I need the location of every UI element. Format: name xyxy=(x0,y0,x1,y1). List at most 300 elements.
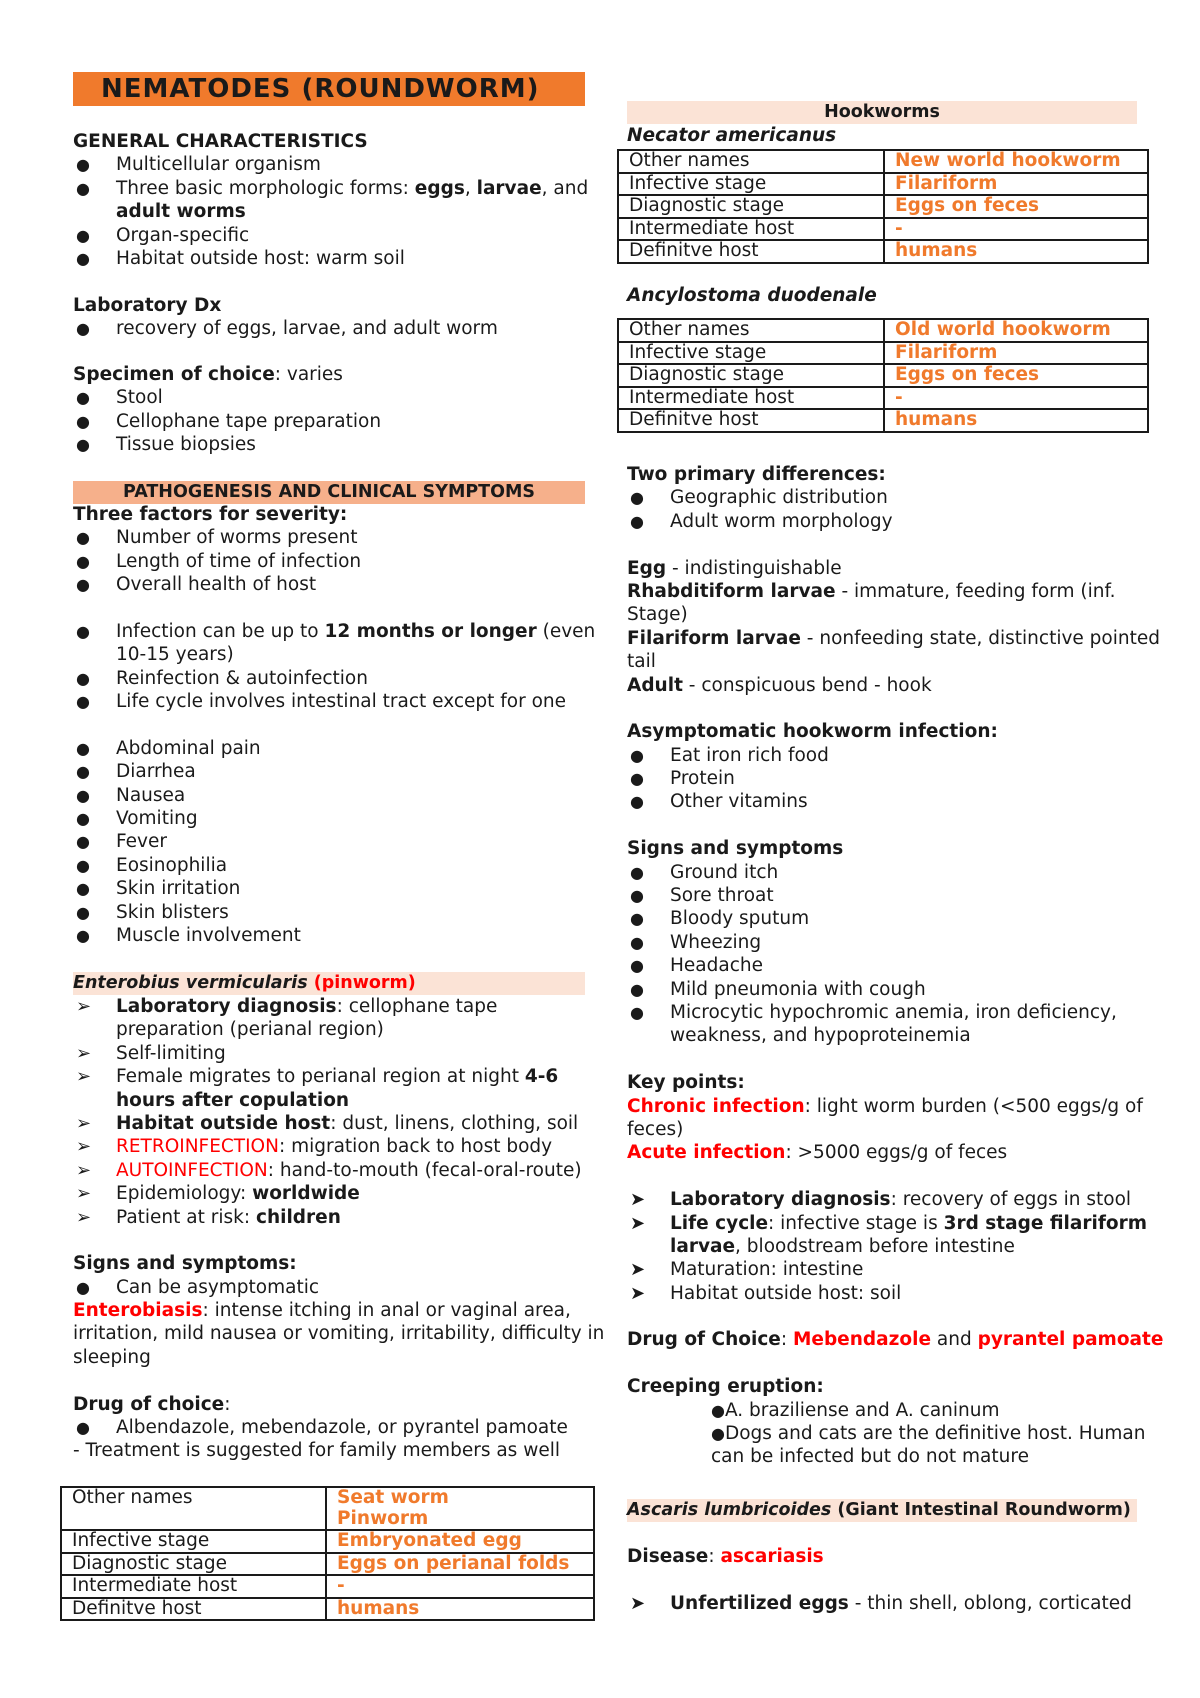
item-text: Mild pneumonia with cough xyxy=(670,978,926,1000)
paragraph-text: : intense itching in anal or vaginal area, xyxy=(202,1300,571,1322)
arrow-bullet-icon: ➢ xyxy=(76,996,92,1017)
item-text-red: RETROINFECTION xyxy=(116,1136,279,1158)
bullet-icon: ● xyxy=(76,155,90,175)
subheading: Three factors for severity: xyxy=(73,504,348,525)
species-name: Ascaris lumbricoides xyxy=(627,1500,832,1520)
item-text: Adult worm morphology xyxy=(670,510,893,532)
bullet-icon: ● xyxy=(76,178,90,198)
item-text: Maturation: intestine xyxy=(670,1259,864,1281)
item-text-bold: Unfertilized eggs xyxy=(670,1592,849,1614)
subheading: Key points: xyxy=(627,1072,745,1094)
table-row xyxy=(618,173,1148,196)
table-cell-value: - xyxy=(884,218,1148,241)
item-text: : recovery of eggs in stool xyxy=(890,1189,1132,1211)
item-text: Cellophane tape preparation xyxy=(116,410,382,432)
table-cell-label: Diagnostic stage xyxy=(618,364,884,387)
list-item xyxy=(73,924,593,947)
item-text: Habitat outside host: soil xyxy=(670,1282,902,1304)
section-heading: GENERAL CHARACTERISTICS xyxy=(73,131,368,152)
paragraph-text: - immature, feeding form (inf. xyxy=(835,580,1116,602)
item-continuation: 10-15 years) xyxy=(116,644,234,666)
item-text: Can be asymptomatic xyxy=(116,1276,320,1298)
item-continuation: can be infected but do not mature xyxy=(711,1446,1029,1468)
bullet-icon: ● xyxy=(630,932,644,952)
bullet-icon: ● xyxy=(76,435,90,455)
term-bold: Drug of Choice xyxy=(627,1329,781,1351)
item-text: Organ-specific xyxy=(116,224,250,246)
item-text-bold: larvae xyxy=(476,177,542,199)
table-cell-label: Diagnostic stage xyxy=(618,195,884,218)
item-text: , and xyxy=(541,177,589,199)
list-item xyxy=(73,760,593,783)
bullet-icon: ● xyxy=(76,902,90,922)
paragraph-text: and xyxy=(931,1329,978,1351)
paragraph-line xyxy=(627,674,1157,697)
table-cell-label: Other names xyxy=(61,1487,326,1530)
bullet-icon: ● xyxy=(630,956,644,976)
paragraph-text: : light worm burden (<500 eggs/g of xyxy=(804,1095,1143,1117)
symptom-list xyxy=(73,737,593,948)
list-item xyxy=(627,1258,1157,1281)
table-cell-label: Definitve host xyxy=(618,240,884,263)
table-cell-value: Filariform xyxy=(884,173,1148,196)
item-text: Vomiting xyxy=(116,808,198,830)
list-item xyxy=(73,573,593,596)
term-red: Acute infection xyxy=(627,1142,786,1164)
section-heading: Laboratory Dx xyxy=(73,295,222,316)
bullet-icon: ● xyxy=(76,926,90,946)
list-item xyxy=(627,1188,1157,1211)
item-text: (even xyxy=(536,620,596,642)
list-item xyxy=(73,690,593,713)
item-text: Microcytic hypochromic anemia, iron deficiency, xyxy=(670,1001,1117,1023)
table-row xyxy=(61,1553,594,1576)
bullet-icon: ● xyxy=(76,809,90,829)
list-item xyxy=(73,1206,593,1229)
disease-name-red: ascariasis xyxy=(720,1546,824,1567)
item-text: Fever xyxy=(116,831,167,853)
species-name: Ancylostoma duodenale xyxy=(627,285,877,306)
list-item xyxy=(73,177,593,200)
table-cell-value: Eggs on perianal folds xyxy=(326,1553,594,1576)
item-text: Wheezing xyxy=(670,931,762,953)
term-bold: Egg xyxy=(627,557,667,579)
item-continuation xyxy=(627,1235,1157,1258)
list-item xyxy=(627,510,1157,533)
table-row xyxy=(61,1598,594,1621)
paragraph-text: : >5000 eggs/g of feces xyxy=(785,1142,1008,1164)
table-cell-label: Intermediate host xyxy=(618,387,884,410)
item-text: Length of time of infection xyxy=(116,550,362,572)
item-text: Dogs and cats are the definitive host. Human xyxy=(724,1423,1146,1445)
bullet-icon: ● xyxy=(76,528,90,548)
item-text: Reinfection & autoinfection xyxy=(116,667,368,689)
table-row xyxy=(618,195,1148,218)
list-item xyxy=(73,620,596,643)
item-text-bold: Habitat outside host xyxy=(116,1112,331,1134)
bullet-icon: ● xyxy=(630,769,644,789)
bullet-icon: ● xyxy=(76,319,90,339)
table-cell-value: - xyxy=(326,1575,594,1598)
bullet-icon: ● xyxy=(630,511,644,531)
item-text: Infection can be up to xyxy=(116,620,325,642)
table-cell-label: Definitve host xyxy=(618,409,884,432)
list-item xyxy=(627,1399,1157,1422)
list-item xyxy=(73,317,593,340)
list-item xyxy=(627,1422,1157,1445)
spacer xyxy=(627,697,1157,720)
bullet-icon: ● xyxy=(76,832,90,852)
section-heading xyxy=(73,363,593,386)
general-characteristics-section xyxy=(73,130,593,270)
item-text: Overall health of host xyxy=(116,574,317,596)
spacer xyxy=(73,1229,593,1252)
term-bold: Adult xyxy=(627,674,683,696)
table-cell-value: Old world hookworm xyxy=(884,319,1148,342)
table-cell-label: Infective stage xyxy=(61,1530,326,1553)
arrow-bullet-icon: ➢ xyxy=(76,1112,92,1134)
drug-name-red: Mebendazole xyxy=(792,1329,931,1351)
list-item xyxy=(627,931,1157,954)
list-item xyxy=(627,767,1157,790)
list-item xyxy=(73,153,593,176)
bullet-icon: ● xyxy=(630,488,644,508)
bullet-icon: ● xyxy=(630,979,644,999)
arrow-bullet-icon: ➤ xyxy=(630,1592,646,1614)
bullet-icon: ● xyxy=(630,862,644,882)
item-text-bold: Life cycle xyxy=(670,1212,769,1234)
table-row xyxy=(618,150,1148,173)
item-text: Nausea xyxy=(116,784,186,806)
item-continuation: weakness, and hypoproteinemia xyxy=(670,1025,971,1047)
bullet-icon: ● xyxy=(76,785,90,805)
paragraph-line: Stage) xyxy=(627,604,688,626)
table-row xyxy=(61,1487,594,1530)
paragraph-line xyxy=(627,1328,1164,1351)
list-item xyxy=(73,1276,593,1299)
bullet-icon: ● xyxy=(76,762,90,782)
ancylostoma-section xyxy=(627,284,1157,307)
item-text-bold: eggs xyxy=(414,177,465,199)
list-item xyxy=(627,954,1157,977)
arrow-bullet-icon: ➢ xyxy=(76,1206,92,1228)
ascaris-section xyxy=(627,1545,1157,1615)
item-text: : infective stage is xyxy=(768,1212,944,1234)
arrow-bullet-icon: ➤ xyxy=(630,1282,646,1304)
item-continuation: preparation (perianal region) xyxy=(116,1019,384,1041)
table-cell-label: Infective stage xyxy=(618,173,884,196)
subheading: Signs and symptoms xyxy=(627,838,844,860)
item-text: : dust, linens, clothing, soil xyxy=(330,1112,579,1134)
subheading: Two primary differences: xyxy=(627,464,886,485)
term-bold: Filariform larvae xyxy=(627,627,801,649)
spacer xyxy=(627,1352,1157,1375)
arrow-bullet-icon: ➤ xyxy=(630,1259,646,1281)
bullet-icon: ● xyxy=(76,551,90,571)
paragraph-text: : xyxy=(708,1546,721,1567)
subheading: Creeping eruption: xyxy=(627,1376,824,1398)
necator-section xyxy=(627,124,1157,147)
item-text: , bloodstream before intestine xyxy=(735,1235,1015,1257)
list-item xyxy=(73,224,593,247)
item-text-bold: Laboratory diagnosis xyxy=(116,996,337,1017)
list-item xyxy=(73,1042,593,1065)
paragraph-line xyxy=(627,1095,1157,1118)
specimen-section xyxy=(73,363,593,457)
bullet-icon: ● xyxy=(76,879,90,899)
list-item xyxy=(73,1182,593,1205)
arrow-bullet-icon: ➢ xyxy=(76,1136,92,1158)
table-cell-value: humans xyxy=(884,409,1148,432)
item-text: - thin shell, oblong, corticated xyxy=(848,1592,1132,1614)
table-row xyxy=(61,1530,594,1553)
paragraph-line: - Treatment is suggested for family members as well xyxy=(73,1440,560,1462)
list-item xyxy=(73,1416,593,1439)
item-text: Diarrhea xyxy=(116,761,196,783)
table-cell-value: Filariform xyxy=(884,342,1148,365)
item-text-bold: children xyxy=(255,1206,341,1228)
item-text-bold: 3rd stage filariform xyxy=(943,1212,1148,1234)
table-cell-label: Diagnostic stage xyxy=(61,1553,326,1576)
enterobius-section xyxy=(73,995,605,1463)
list-item xyxy=(73,247,593,270)
item-text: Eat iron rich food xyxy=(670,744,829,766)
laboratory-dx-section xyxy=(73,294,593,341)
list-item xyxy=(627,486,1157,509)
item-text: Stool xyxy=(116,387,163,409)
hookworms-heading: Hookworms xyxy=(627,101,1137,124)
item-text: A. braziliense and A. caninum xyxy=(724,1399,1000,1421)
list-item xyxy=(627,861,1157,884)
list-item xyxy=(627,1282,1157,1305)
differences-section xyxy=(627,463,1164,1469)
table-row xyxy=(618,364,1148,387)
paragraph-line: irritation, mild nausea or vomiting, irritability, difficulty in xyxy=(73,1323,605,1345)
table-cell-value xyxy=(326,1487,594,1530)
bullet-icon: ● xyxy=(630,1002,644,1022)
paragraph-line: tail xyxy=(627,651,656,673)
arrow-bullet-icon: ➤ xyxy=(630,1189,646,1211)
list-item xyxy=(627,1001,1157,1024)
item-text: Eosinophilia xyxy=(116,854,228,876)
term-red: Chronic infection xyxy=(627,1095,805,1117)
species-name: Enterobius vermicularis xyxy=(73,973,308,993)
item-text-bold: 4-6 xyxy=(524,1066,559,1088)
paragraph-text: - indistinguishable xyxy=(666,557,842,579)
list-item xyxy=(73,1159,593,1182)
list-item xyxy=(73,550,593,573)
item-text: Bloody sputum xyxy=(670,908,810,930)
spacer xyxy=(73,597,593,620)
spacer xyxy=(627,814,1157,837)
list-item xyxy=(627,1592,1157,1615)
necator-table xyxy=(617,149,1149,264)
table-row xyxy=(618,218,1148,241)
bullet-icon: ● xyxy=(76,621,90,641)
term-bold: Rhabditiform larvae xyxy=(627,580,836,602)
arrow-bullet-icon: ➢ xyxy=(76,1159,92,1181)
item-text: Headache xyxy=(670,955,763,977)
list-item xyxy=(627,978,1157,1001)
item-text: , xyxy=(464,177,477,199)
list-item xyxy=(73,386,593,409)
bullet-icon: ● xyxy=(711,1400,725,1420)
item-text: : migration back to host body xyxy=(278,1136,553,1158)
term-bold: Disease xyxy=(627,1546,709,1567)
list-item xyxy=(73,526,593,549)
bullet-icon: ● xyxy=(76,1418,90,1438)
pathogenesis-section xyxy=(73,503,596,947)
list-item xyxy=(627,744,1157,767)
table-row xyxy=(61,1575,594,1598)
bullet-icon: ● xyxy=(76,668,90,688)
spacer xyxy=(73,714,593,737)
list-item xyxy=(73,667,593,690)
table-cell-label: Definitve host xyxy=(61,1598,326,1621)
item-text: Patient at risk: xyxy=(116,1206,256,1228)
table-cell-value: - xyxy=(884,387,1148,410)
term-red: Enterobiasis xyxy=(73,1300,203,1322)
item-text: Geographic distribution xyxy=(670,487,888,509)
spacer xyxy=(627,1165,1157,1188)
item-text-bold: Laboratory diagnosis xyxy=(670,1189,891,1211)
paragraph-line: feces) xyxy=(627,1118,684,1140)
bullet-icon: ● xyxy=(630,886,644,906)
list-item xyxy=(73,830,593,853)
species-alias: (Giant Intestinal Roundworm) xyxy=(831,1500,1131,1520)
item-text: Skin blisters xyxy=(116,901,229,923)
item-text: Life cycle involves intestinal tract except for one xyxy=(116,691,567,713)
list-item xyxy=(73,784,593,807)
paragraph-text: - nonfeeding state, distinctive pointed xyxy=(800,627,1160,649)
table-cell-label: Intermediate host xyxy=(618,218,884,241)
spacer xyxy=(627,533,1157,556)
table-row xyxy=(618,240,1148,263)
table-cell-value: Embryonated egg xyxy=(326,1530,594,1553)
bullet-icon: ● xyxy=(76,575,90,595)
item-text: Skin irritation xyxy=(116,878,241,900)
table-cell-label: Other names xyxy=(618,150,884,173)
bullet-icon: ● xyxy=(630,792,644,812)
arrow-bullet-icon: ➢ xyxy=(76,1042,92,1064)
list-item xyxy=(627,884,1157,907)
item-text-bold: 12 months or longer xyxy=(324,620,537,642)
spacer xyxy=(73,1369,593,1392)
item-continuation: adult worms xyxy=(116,201,246,223)
bullet-icon: ● xyxy=(76,855,90,875)
bullet-icon: ● xyxy=(630,745,644,765)
heading-rest: : xyxy=(224,1393,231,1415)
paragraph-line xyxy=(627,1545,1157,1568)
table-cell-value: humans xyxy=(884,240,1148,263)
list-item xyxy=(73,1135,593,1158)
spacer xyxy=(627,1305,1157,1328)
species-alias: (pinworm) xyxy=(307,973,416,993)
item-text: Tissue biopsies xyxy=(116,434,256,456)
arrow-bullet-icon: ➤ xyxy=(630,1212,646,1234)
item-text-bold: larvae xyxy=(670,1235,736,1257)
page-title: NEMATODES (ROUNDWORM) xyxy=(73,72,585,106)
bullet-icon: ● xyxy=(76,225,90,245)
item-text: Albendazole, mebendazole, or pyrantel pamoate xyxy=(116,1417,568,1439)
table-cell-value: New world hookworm xyxy=(884,150,1148,173)
arrow-bullet-icon: ➢ xyxy=(76,1066,92,1088)
list-item xyxy=(73,995,593,1018)
spacer xyxy=(627,1048,1157,1071)
value-line: Seat worm xyxy=(337,1487,449,1508)
item-text: Habitat outside host: warm soil xyxy=(116,247,405,269)
item-text: Ground itch xyxy=(670,861,779,883)
table-row xyxy=(618,387,1148,410)
list-item xyxy=(627,1212,1157,1235)
item-text: Number of worms present xyxy=(116,527,358,549)
item-text: Protein xyxy=(670,768,735,790)
enterobius-table xyxy=(60,1486,595,1621)
item-text: Abdominal pain xyxy=(116,737,261,759)
enterobius-heading xyxy=(73,972,585,995)
list-item xyxy=(73,433,593,456)
item-text: recovery of eggs, larvae, and adult worm xyxy=(116,318,498,340)
table-cell-label: Infective stage xyxy=(618,342,884,365)
paragraph-text: : xyxy=(780,1329,793,1351)
table-row xyxy=(618,342,1148,365)
heading-bold: Drug of choice xyxy=(73,1393,225,1415)
pathogenesis-heading: PATHOGENESIS AND CLINICAL SYMPTOMS xyxy=(73,481,585,504)
list-item xyxy=(627,790,1157,813)
item-text-red: AUTOINFECTION xyxy=(116,1159,268,1181)
item-text: : hand-to-mouth (fecal-oral-route) xyxy=(267,1159,582,1181)
paragraph-line xyxy=(627,1141,1157,1164)
list-item xyxy=(73,854,593,877)
paragraph-line xyxy=(627,557,1157,580)
paragraph-line xyxy=(627,580,1157,603)
paragraph-line xyxy=(627,627,1160,650)
bullet-icon: ● xyxy=(630,909,644,929)
table-row xyxy=(618,409,1148,432)
bullet-icon: ● xyxy=(76,692,90,712)
bullet-icon: ● xyxy=(76,1277,90,1297)
drug-name-red: pyrantel pamoate xyxy=(977,1329,1164,1351)
paragraph-text: - conspicuous bend - hook xyxy=(682,674,932,696)
item-text: Epidemiology: xyxy=(116,1183,253,1205)
table-row xyxy=(618,319,1148,342)
table-cell-value: Eggs on feces xyxy=(884,364,1148,387)
bullet-icon: ● xyxy=(711,1424,725,1444)
item-text: Female migrates to perianal region at night xyxy=(116,1066,525,1088)
item-text: Muscle involvement xyxy=(116,925,301,947)
table-cell-value: humans xyxy=(326,1598,594,1621)
ancylostoma-table xyxy=(617,318,1149,433)
table-cell-label: Intermediate host xyxy=(61,1575,326,1598)
value-line: Pinworm xyxy=(337,1507,429,1529)
list-item xyxy=(73,877,593,900)
table-cell-value: Eggs on feces xyxy=(884,195,1148,218)
item-continuation: hours after copulation xyxy=(116,1089,350,1111)
heading-rest: : varies xyxy=(274,364,343,385)
heading-bold: Specimen of choice xyxy=(73,364,275,385)
bullet-icon: ● xyxy=(76,248,90,268)
item-text: Self-limiting xyxy=(116,1042,226,1064)
paragraph-line xyxy=(73,1299,593,1322)
item-text: Other vitamins xyxy=(670,791,808,813)
paragraph-line: sleeping xyxy=(73,1346,151,1368)
item-text: Multicellular organism xyxy=(116,154,321,176)
table-cell-label: Other names xyxy=(618,319,884,342)
subheading xyxy=(73,1393,593,1416)
item-text-bold: worldwide xyxy=(252,1183,360,1205)
bullet-icon: ● xyxy=(76,388,90,408)
bullet-icon: ● xyxy=(76,738,90,758)
